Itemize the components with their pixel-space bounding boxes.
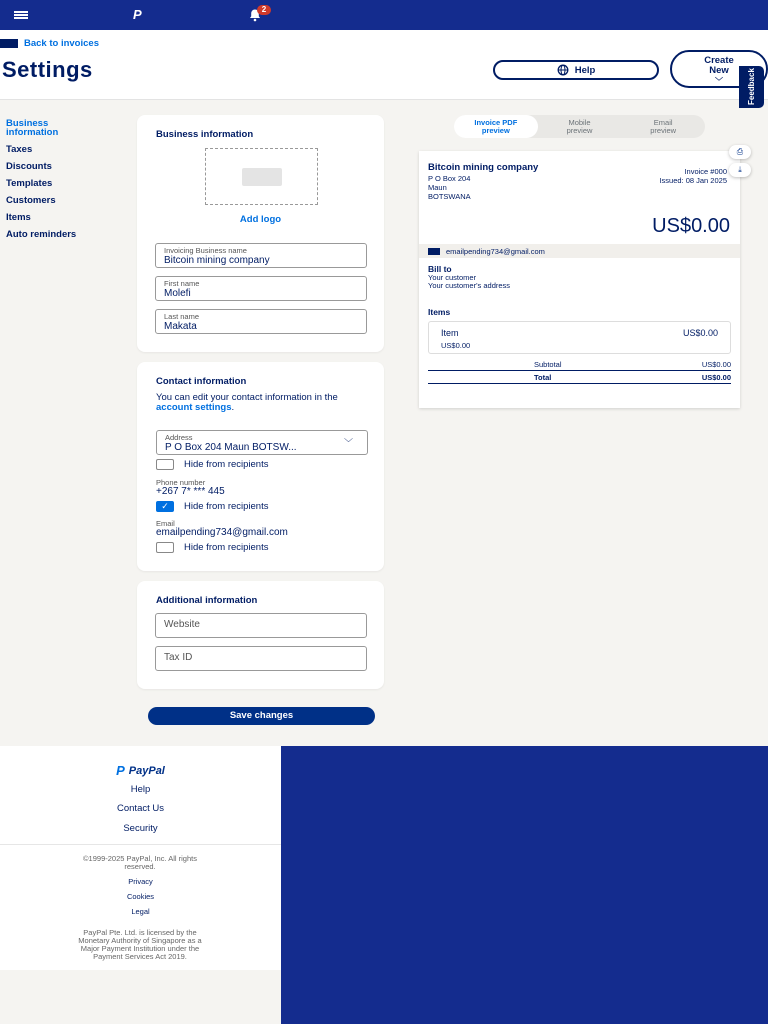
hide-email-row[interactable] bbox=[156, 542, 268, 553]
chevron-down-icon: ﹀ bbox=[715, 77, 723, 86]
sidenav-item-items[interactable]: Items bbox=[6, 212, 31, 223]
invoice-address bbox=[428, 174, 471, 201]
bill-to-heading: Bill to bbox=[428, 264, 452, 274]
footer-legal-notice bbox=[40, 929, 240, 961]
phone-value: +267 7* *** 445 bbox=[156, 486, 225, 497]
invoice-company-name: Bitcoin mining company bbox=[428, 162, 539, 173]
business-name-field[interactable] bbox=[155, 243, 367, 268]
website-input[interactable] bbox=[155, 613, 367, 638]
invoice-issued-date: Issued: 08 Jan 2025 bbox=[659, 176, 727, 185]
total-label: Total bbox=[534, 373, 552, 382]
legal-line: Monetary Authority of Singapore as a bbox=[78, 936, 202, 945]
tab-email-preview[interactable] bbox=[621, 115, 705, 138]
sidenav-item-customers[interactable]: Customers bbox=[6, 195, 56, 206]
last-name-field[interactable] bbox=[155, 309, 367, 334]
invoice-number-block bbox=[659, 167, 727, 185]
footer-link-cookies[interactable]: Cookies bbox=[126, 892, 155, 901]
additional-info-title: Additional information bbox=[156, 595, 258, 606]
tax-id-input[interactable] bbox=[155, 646, 367, 671]
tab-label-line2: preview bbox=[566, 126, 593, 135]
invoice-address-line: P O Box 204 bbox=[428, 174, 471, 183]
hide-email-checkbox[interactable] bbox=[156, 542, 174, 553]
footer-link-security[interactable]: Security bbox=[123, 823, 158, 834]
footer-copyright bbox=[40, 855, 240, 871]
business-information-card bbox=[137, 115, 384, 352]
hide-phone-row[interactable] bbox=[156, 501, 268, 512]
add-logo-link[interactable]: Add logo bbox=[239, 214, 282, 225]
email-value: emailpending734@gmail.com bbox=[156, 527, 288, 538]
website-placeholder: Website bbox=[164, 619, 200, 630]
footer-link-privacy[interactable]: Privacy bbox=[128, 877, 153, 886]
background-fill bbox=[281, 746, 768, 1024]
tab-mobile-preview[interactable] bbox=[538, 115, 622, 138]
legal-line: PayPal Pte. Ltd. is licensed by the bbox=[83, 928, 197, 937]
footer-link-legal[interactable]: Legal bbox=[131, 907, 150, 916]
subtotal-value: US$0.00 bbox=[701, 360, 731, 369]
paypal-footer-logo[interactable] bbox=[0, 763, 281, 778]
save-changes-button[interactable]: Save changes bbox=[148, 707, 375, 725]
create-label-line2: New bbox=[709, 65, 729, 76]
last-name-value: Makata bbox=[164, 321, 197, 332]
hide-address-row[interactable] bbox=[156, 459, 268, 470]
first-name-value: Molefi bbox=[164, 288, 191, 299]
address-label: Address bbox=[165, 433, 193, 442]
bill-to-customer: Your customer bbox=[428, 273, 477, 282]
settings-sidenav bbox=[6, 119, 106, 247]
hide-address-checkbox[interactable] bbox=[156, 459, 174, 470]
additional-information-card bbox=[137, 581, 384, 689]
invoice-preview bbox=[419, 151, 740, 408]
feedback-tab[interactable]: Feedback bbox=[739, 66, 764, 108]
total-divider bbox=[428, 370, 731, 371]
tab-label-line2: preview bbox=[481, 126, 510, 135]
sidenav-item-auto-reminders[interactable]: Auto reminders bbox=[6, 229, 77, 240]
address-select[interactable] bbox=[156, 430, 368, 455]
hide-address-label: Hide from recipients bbox=[184, 459, 269, 470]
sidenav-item-business-information[interactable]: Business information bbox=[6, 118, 59, 138]
contact-note-text: You can edit your contact information in the bbox=[156, 392, 338, 403]
back-link-label: Back to invoices bbox=[24, 38, 99, 49]
download-icon[interactable]: ⤓ bbox=[729, 163, 751, 177]
page-footer bbox=[0, 746, 281, 970]
footer-link-help[interactable]: Help bbox=[130, 784, 151, 795]
subtotal-label: Subtotal bbox=[534, 360, 562, 369]
invoice-number: Invoice #000 bbox=[684, 167, 727, 176]
copyright-line: ©1999-2025 PayPal, Inc. All rights bbox=[83, 854, 197, 863]
contact-info-title: Contact information bbox=[156, 376, 247, 387]
invoice-email-bar bbox=[419, 244, 740, 258]
business-name-value: Bitcoin mining company bbox=[164, 255, 270, 266]
last-name-label: Last name bbox=[164, 312, 200, 321]
address-value: P O Box 204 Maun BOTSW... bbox=[165, 442, 297, 453]
invoice-email: emailpending734@gmail.com bbox=[446, 246, 545, 256]
item-amount: US$0.00 bbox=[682, 328, 718, 338]
item-price: US$0.00 bbox=[441, 341, 471, 350]
globe-icon bbox=[557, 64, 569, 76]
help-button-label: Help bbox=[574, 64, 596, 76]
tab-label-line1: Mobile bbox=[568, 118, 591, 127]
business-info-title: Business information bbox=[156, 129, 254, 140]
bill-to-details bbox=[428, 274, 510, 290]
footer-divider bbox=[0, 844, 281, 845]
back-arrow-icon bbox=[0, 39, 18, 48]
back-to-invoices-link[interactable] bbox=[0, 38, 99, 49]
chevron-down-icon: ﹀ bbox=[343, 438, 353, 448]
tab-label-line1: Invoice PDF bbox=[474, 118, 518, 127]
create-label-line1: Create bbox=[704, 55, 734, 66]
business-name-label: Invoicing Business name bbox=[164, 246, 247, 255]
footer-brand: PayPal bbox=[128, 764, 165, 777]
sidenav-item-taxes[interactable]: Taxes bbox=[6, 144, 33, 155]
phone-label: Phone number bbox=[156, 478, 206, 487]
sidenav-item-templates[interactable]: Templates bbox=[6, 178, 53, 189]
account-settings-link[interactable]: account settings bbox=[156, 401, 232, 413]
invoice-address-line: Maun bbox=[428, 183, 447, 192]
print-icon[interactable]: ⎙ bbox=[729, 145, 751, 159]
invoice-amount-due: US$0.00 bbox=[652, 215, 730, 237]
legal-line: Payment Services Act 2019. bbox=[93, 952, 187, 961]
total-underline bbox=[428, 383, 731, 384]
items-heading: Items bbox=[428, 307, 451, 317]
hide-phone-checkbox[interactable] bbox=[156, 501, 174, 512]
help-button[interactable] bbox=[493, 60, 659, 80]
bill-to-address: Your customer's address bbox=[428, 281, 511, 290]
hide-email-label: Hide from recipients bbox=[184, 542, 269, 553]
invoice-item-row bbox=[428, 321, 731, 354]
contact-note bbox=[156, 393, 366, 412]
invoice-address-line: BOTSWANA bbox=[428, 192, 471, 201]
total-value: US$0.00 bbox=[701, 373, 731, 382]
tab-label-line1: Email bbox=[653, 118, 673, 127]
legal-line: Major Payment Institution under the bbox=[80, 944, 200, 953]
preview-tabs bbox=[454, 115, 705, 138]
email-label: Email bbox=[156, 519, 175, 528]
page-title: Settings bbox=[2, 57, 93, 82]
paypal-logo-icon[interactable]: P bbox=[133, 7, 142, 22]
notification-badge: 2 bbox=[257, 5, 271, 15]
hide-phone-label: Hide from recipients bbox=[184, 501, 269, 512]
copyright-line: reserved. bbox=[124, 862, 156, 871]
page-header bbox=[0, 30, 768, 100]
menu-icon[interactable] bbox=[14, 11, 28, 19]
sidenav-item-discounts[interactable]: Discounts bbox=[6, 161, 52, 172]
contact-note-suffix: . bbox=[231, 401, 235, 413]
checkmark-icon: ✓ bbox=[161, 501, 169, 511]
tax-id-placeholder: Tax ID bbox=[164, 652, 193, 663]
first-name-field[interactable] bbox=[155, 276, 367, 301]
contact-information-card bbox=[137, 362, 384, 571]
tab-label-line2: preview bbox=[650, 126, 677, 135]
footer-link-contact-us[interactable]: Contact Us bbox=[117, 803, 164, 814]
top-nav-bar bbox=[0, 0, 768, 30]
paypal-logo-icon: P bbox=[116, 763, 125, 778]
item-name: Item bbox=[441, 328, 459, 338]
image-placeholder-icon bbox=[242, 168, 282, 186]
logo-upload-area[interactable] bbox=[205, 148, 318, 205]
tab-invoice-pdf-preview[interactable] bbox=[454, 115, 538, 138]
first-name-label: First name bbox=[164, 279, 200, 288]
email-icon bbox=[428, 248, 440, 255]
